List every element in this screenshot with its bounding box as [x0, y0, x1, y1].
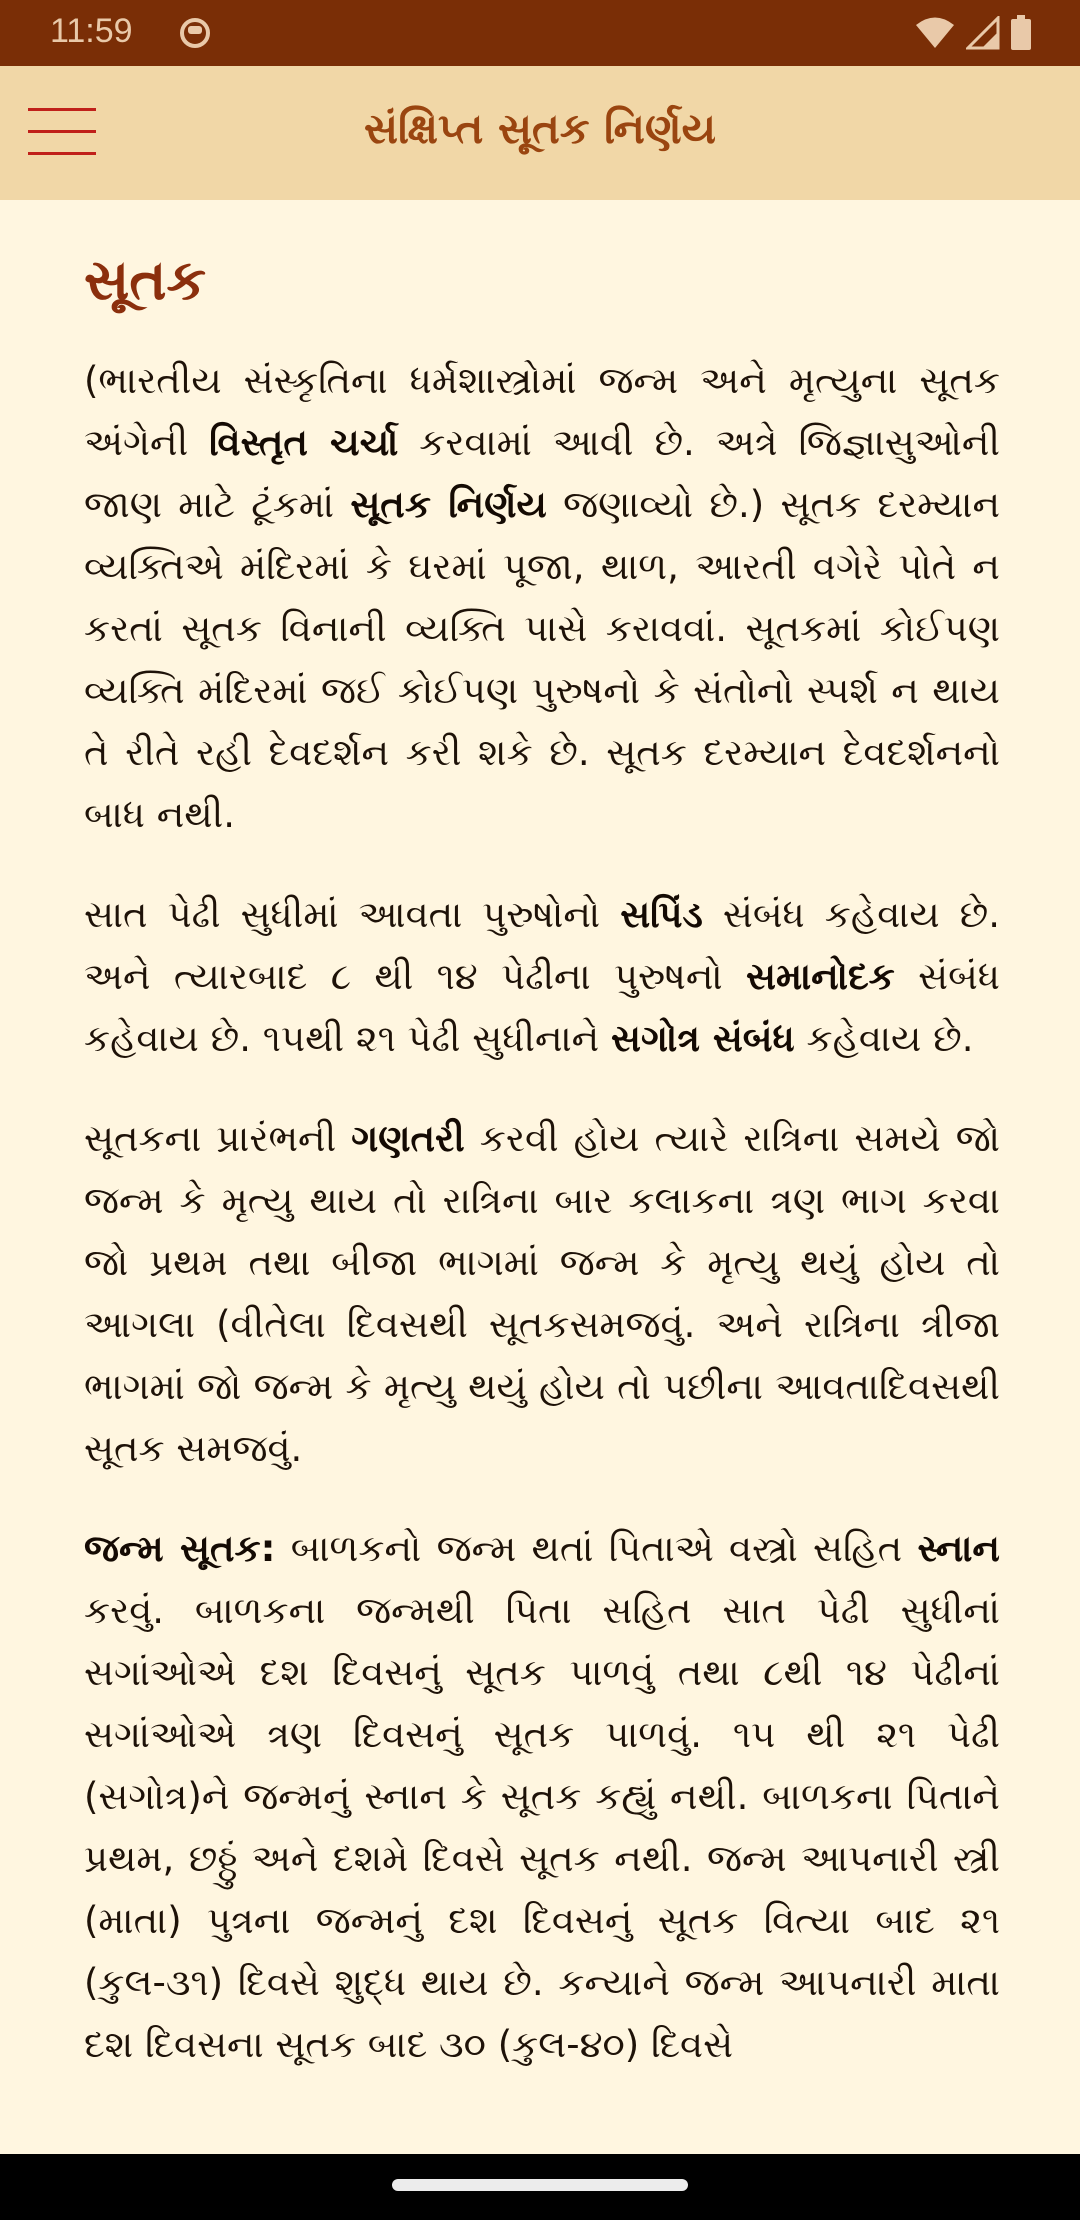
text-run: સાત પેઢી સુધીમાં આવતા પુરુષોનો [84, 893, 621, 936]
app-bar [0, 66, 1080, 200]
bold-text: સમાનોદક [745, 955, 895, 998]
bold-text: જન્મ સૂતક: [84, 1527, 276, 1570]
wifi-icon [914, 16, 956, 50]
status-time: 11:59 [50, 12, 133, 50]
bold-text: સૂતક નિર્ણય [350, 483, 547, 526]
article-content[interactable] [84, 200, 1000, 2154]
text-run: (ભારતીય સંસ્કૃતિના ધર્મશાસ્ત્રોમાં જન્મ અને મૃત્યુના સૂતક અંગેની [84, 359, 1000, 464]
bold-text: વિસ્તૃત ચર્ચા [209, 421, 399, 464]
text-run: કરવું. બાળકના જન્મથી પિતા સહિત સાત પેઢી સુધીનાં સગાંઓએ દશ દિવસનું સૂતક પાળવું તથા ૮થી ૧૪ પેઢીનાં સગાંઓએ ત્રણ દિવસનું સૂતક પાળવું. ૧૫ થી ૨૧ પેઢી (સગોત્ર)ને જન્મનું સ્નાન કે સૂતક કહ્યું નથી. બાળકના પિતાને પ્રથમ, છઠ્ઠું અને દશમે દિવસે સૂતક નથી. જન્મ આપનારી સ્ત્રી (માતા) પુત્રના જન્મનું દશ દિવસનું સૂતક વિત્યા બાદ ૨૧ (કુલ-૩૧) દિવસે શુદ્ધ થાય છે. કન્યાને જન્મ આપનારી માતા દશ દિવસના સૂતક બાદ ૩૦ (કુલ-૪૦) દિવસે [84, 1589, 1000, 2066]
app-notification-icon [178, 16, 212, 50]
app-title: સંક્ષિપ્ત સૂતક નિર્ણય [364, 104, 716, 153]
signal-icon [966, 16, 1000, 50]
status-bar [0, 0, 1080, 66]
bold-text: સ્નાન [917, 1527, 1000, 1570]
paragraph-birth-sutak [84, 1518, 1000, 2076]
text-run: સૂતકના પ્રારંભની [84, 1117, 352, 1160]
paragraph-intro [84, 350, 1000, 846]
navigation-bar [0, 2154, 1080, 2220]
text-run: સંબંધ કહેવાય છે. ૧૫થી ૨૧ પેઢી સુધીનાને [84, 955, 1000, 1060]
paragraph-calculation [84, 1108, 1000, 1480]
paragraph-relations [84, 884, 1000, 1070]
article-heading: સૂતક [84, 248, 207, 313]
text-run: કરવી હોય ત્યારે રાત્રિના સમયે જો જન્મ કે મૃત્યુ થાય તો રાત્રિના બાર કલાકના ત્રણ ભાગ કરવા જો પ્રથમ તથા બીજા ભાગમાં જન્મ કે મૃત્યુ થયું હોય તો આગલા (વીતેલા દિવસથી સૂતકસમજવું. અને રાત્રિના ત્રીજા ભાગમાં જો જન્મ કે મૃત્યુ થયું હોય તો પછીના આવતાદિવસથી સૂતક સમજવું. [84, 1117, 1000, 1470]
bold-text: સગોત્ર સંબંધ [610, 1017, 795, 1060]
home-gesture-handle[interactable] [392, 2179, 688, 2191]
bold-text: સપિંડ [620, 893, 703, 936]
bold-text: ગણતરી [351, 1117, 465, 1160]
text-run: સંબંધ કહેવાય છે. અને ત્યારબાદ ૮ થી ૧૪ પેઢીના પુરુષનો [84, 893, 1000, 998]
text-run: કરવામાં આવી છે. અત્રે જિજ્ઞાસુઓની જાણ માટે ટૂંકમાં [84, 421, 1000, 526]
text-run: કહેવાય છે. [794, 1017, 974, 1060]
text-run: બાળકનો જન્મ થતાં પિતાએ વસ્ત્રો સહિત [275, 1527, 918, 1570]
battery-icon [1010, 15, 1032, 51]
text-run: જણાવ્યો છે.) સૂતક દરમ્યાન વ્યક્તિએ મંદિરમાં કે ઘરમાં પૂજા, થાળ, આરતી વગેરે પોતે ન કરતાં સૂતક વિનાની વ્યક્તિ પાસે કરાવવાં. સૂતકમાં કોઈપણ વ્યક્તિ મંદિરમાં જઈ કોઈપણ પુરુષનો કે સંતોનો સ્પર્શ ન થાય તે રીતે રહી દેવદર્શન કરી શકે છે. સૂતક દરમ્યાન દેવદર્શનનો બાધ નથી. [84, 483, 1000, 836]
